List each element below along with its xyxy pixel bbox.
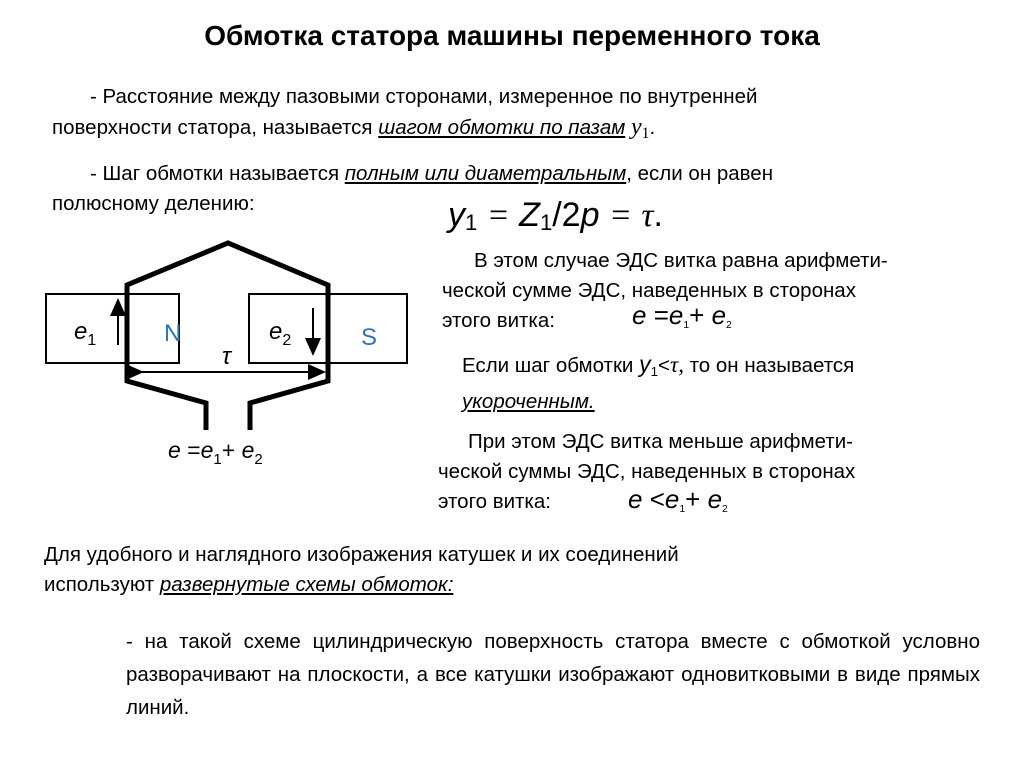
term-slot-pitch: шагом обмотки по пазам (378, 116, 626, 139)
f2-op: = (646, 300, 669, 330)
symbol-y: y (630, 114, 642, 140)
p3-line2: ческой сумме ЭДС, наведенных в сторонах (442, 279, 856, 302)
p4-y-sub: 1 (650, 364, 658, 379)
f2-e: e (632, 300, 647, 330)
f1-div: /2 (552, 196, 581, 234)
p3-line1: В этом случае ЭДС витка равна арифмети- (474, 249, 888, 272)
p2-line1-text: - Шаг обмотки называется (90, 162, 345, 185)
f3-plus: + (685, 484, 708, 514)
f2-e2: e (711, 300, 727, 330)
f2-e1: e (668, 300, 684, 330)
f1-y-sub: 1 (465, 210, 478, 235)
f3-e1: e (664, 484, 680, 514)
coil-lead-right (250, 366, 328, 430)
term-full-pitch: полным или диаметральным (344, 162, 627, 185)
p5-line1: При этом ЭДС витка меньше арифмети- (468, 430, 853, 453)
p6-text: используют (44, 573, 160, 596)
p6-line2 (44, 570, 944, 600)
p1-line1: - Расстояние между пазовыми сторонами, измеренное по внутренней (90, 85, 758, 108)
paragraph-developed-schemes (44, 540, 944, 600)
f2-s2: 2 (726, 320, 732, 331)
p4-tau: τ, (669, 352, 684, 377)
label-e2: $e_2$ (269, 318, 292, 349)
term-short-pitch: укороченным. (462, 390, 595, 413)
p1-line2-text: поверхности статора, называется (52, 116, 379, 139)
f1-y: y (448, 196, 465, 234)
page-title: Обмотка статора машины переменного тока (204, 20, 820, 51)
label-e1: $e_1$ (74, 318, 97, 349)
paragraph-scheme-description: - на такой схеме цилиндрическую поверхность статора вместе с обмоткой условно разворачивают на плоскости, а все катушки изображают одновитковыми в виде прямых линий. (126, 630, 980, 719)
term-developed-schemes: развернутые схемы обмоток: (159, 573, 454, 596)
f3-e2: e (707, 484, 723, 514)
p4-y: y (639, 351, 651, 377)
pole-n-box (46, 294, 182, 363)
f3-e: e (628, 484, 643, 514)
f2-s1: 1 (683, 320, 690, 331)
symbol-y-sub: 1 (641, 125, 650, 142)
p2-line1-post: , если он равен (626, 162, 774, 185)
p4-post: то он называется (683, 354, 855, 377)
coil-lead-left (127, 366, 206, 430)
f1-z: Z (519, 196, 540, 234)
p2-line2: полюсному делению: (52, 192, 255, 215)
p5-line2: ческой суммы ЭДС, наведенных в сторонах (438, 460, 856, 483)
label-tau: τ (222, 343, 231, 370)
f1-eq2: = (608, 197, 632, 234)
p1-end: . (649, 116, 656, 139)
pole-s-label: S (361, 324, 378, 351)
f1-z-sub: 1 (539, 210, 553, 235)
p3-line3: этого витка: (442, 309, 555, 332)
p4-text: Если шаг обмотки (462, 354, 640, 377)
f1-end: . (653, 196, 663, 234)
f1-p: p (580, 196, 600, 234)
f3-s2: 2 (722, 504, 728, 515)
f1-eq: = (486, 197, 510, 234)
f3-s1: 1 (679, 504, 686, 515)
f3-op: < (642, 484, 665, 514)
p5-line3: этого витка: (438, 490, 551, 513)
f2-plus: + (689, 300, 712, 330)
p4-lt: < (657, 354, 670, 377)
p6-line1: Для удобного и наглядного изображения катушек и их соединений (44, 543, 679, 566)
pole-n-label: N (164, 320, 182, 347)
f1-tau: τ (641, 197, 654, 234)
coil-top-connection (127, 243, 328, 290)
diagram-sum-formula: $e =e_1+ e_2$ (168, 437, 263, 468)
